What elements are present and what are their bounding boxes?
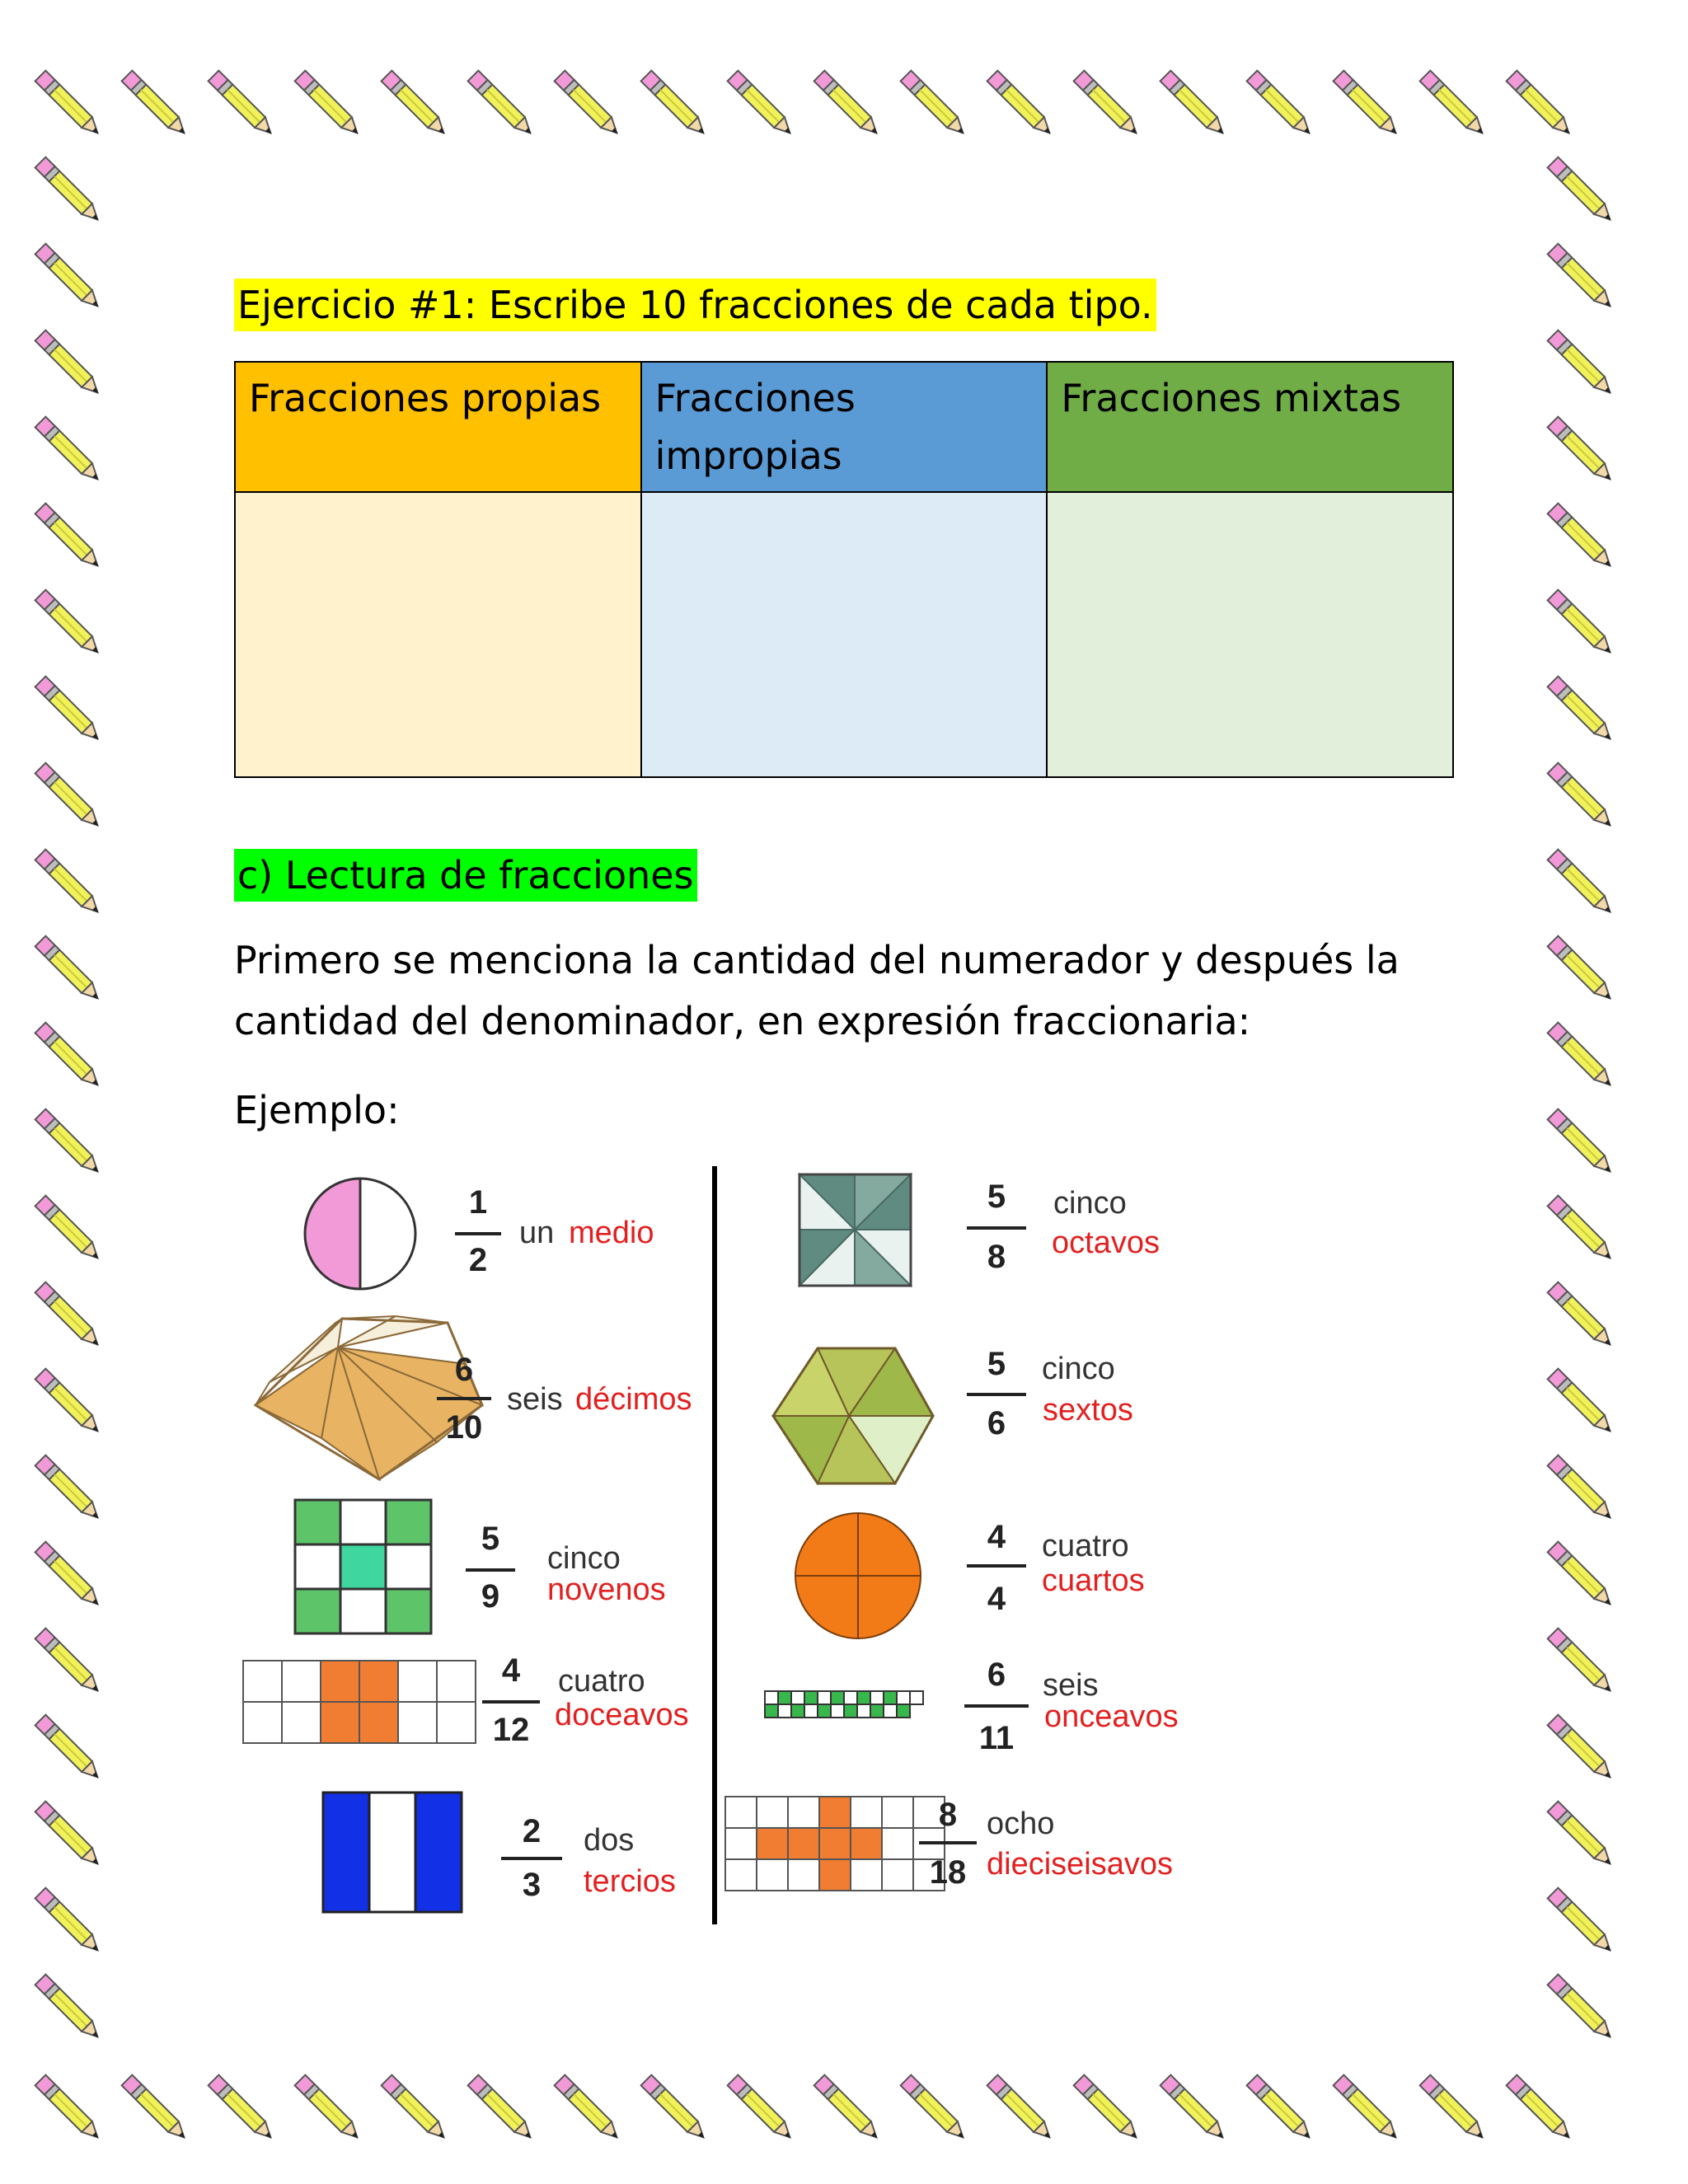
numerator: 6	[454, 1352, 474, 1388]
word-denominator: décimos	[575, 1382, 692, 1417]
grid-twelfths-shape	[243, 1661, 476, 1743]
word-denominator: doceavos	[555, 1698, 689, 1732]
word-numerator: dos	[584, 1823, 635, 1858]
exercise-title: Ejercicio #1: Escribe 10 fracciones de cada tipo.	[234, 279, 1156, 331]
word-denominator: onceavos	[1044, 1699, 1179, 1734]
word-numerator: un	[519, 1216, 555, 1250]
denominator: 18	[929, 1854, 967, 1891]
numerator: 5	[987, 1346, 1006, 1382]
answer-cell-mixtas[interactable]	[1047, 492, 1453, 777]
numerator: 8	[938, 1797, 958, 1833]
denominator: 11	[978, 1720, 1015, 1756]
word-denominator: dieciseisavos	[987, 1847, 1173, 1882]
word-numerator: seis	[507, 1382, 563, 1417]
denominator: 2	[468, 1242, 488, 1278]
denominator: 8	[987, 1239, 1006, 1275]
grid-cross-shape	[725, 1797, 945, 1891]
answer-cell-impropias[interactable]	[641, 492, 1048, 777]
fraction-label-right-3	[967, 1519, 1145, 1617]
denominator: 9	[481, 1578, 500, 1615]
fraction-label-left-2	[437, 1352, 692, 1446]
numerator: 4	[987, 1519, 1006, 1555]
word-numerator: seis	[1043, 1668, 1099, 1703]
fraction-label-right-5	[919, 1797, 1173, 1891]
denominator: 12	[492, 1712, 530, 1748]
word-denominator: novenos	[547, 1572, 666, 1607]
word-numerator: cinco	[547, 1541, 621, 1576]
denominator: 10	[445, 1409, 483, 1446]
fraction-label-left-5	[501, 1813, 676, 1903]
word-numerator: cuatro	[558, 1664, 645, 1699]
word-denominator: medio	[569, 1216, 654, 1250]
header-fracciones-propias: Fracciones propias	[235, 362, 641, 492]
fraction-examples-figure	[231, 1154, 1220, 1945]
section-title: c) Lectura de fracciones	[234, 849, 697, 902]
circle-half-shape	[305, 1179, 415, 1289]
explanation-paragraph: Primero se menciona la cantidad del numerador y después la cantidad del denominador, en expresión fraccionaria:	[234, 938, 1400, 1043]
word-numerator: ocho	[987, 1807, 1055, 1841]
numerator: 6	[987, 1657, 1006, 1693]
answer-cell-propias[interactable]	[235, 492, 641, 777]
word-numerator: cinco	[1053, 1186, 1127, 1221]
header-fracciones-impropias: Fracciones impropias	[641, 362, 1048, 492]
fraction-label-left-3	[466, 1521, 666, 1615]
numerator: 5	[987, 1179, 1006, 1215]
word-denominator: octavos	[1052, 1226, 1160, 1260]
numerator: 1	[468, 1184, 488, 1221]
grid-ninths-shape	[295, 1500, 431, 1633]
denominator: 6	[987, 1405, 1006, 1441]
example-label: Ejemplo:	[234, 1088, 400, 1132]
word-denominator: sextos	[1043, 1393, 1133, 1427]
fractions-table	[234, 361, 1454, 778]
thirds-shape	[323, 1793, 462, 1912]
denominator: 3	[522, 1867, 542, 1903]
word-numerator: cinco	[1042, 1352, 1115, 1386]
numerator: 4	[501, 1652, 521, 1689]
numerator: 2	[522, 1813, 542, 1849]
fraction-label-right-2	[967, 1346, 1133, 1441]
header-fracciones-mixtas: Fracciones mixtas	[1047, 362, 1453, 492]
fraction-label-right-4	[964, 1657, 1179, 1756]
word-numerator: cuatro	[1042, 1529, 1129, 1563]
word-denominator: tercios	[584, 1864, 676, 1899]
fraction-label-left-1	[455, 1184, 654, 1278]
word-denominator: cuartos	[1042, 1563, 1145, 1598]
numerator: 5	[481, 1521, 500, 1557]
circle-quarters-shape	[795, 1513, 921, 1638]
fraction-label-left-4	[482, 1652, 689, 1748]
hexagon-sixths-shape	[773, 1348, 933, 1483]
grid-elevenths-shape	[765, 1691, 923, 1718]
square-eighths-shape	[799, 1174, 911, 1286]
fraction-label-right-1	[967, 1179, 1160, 1275]
denominator: 4	[987, 1581, 1006, 1617]
